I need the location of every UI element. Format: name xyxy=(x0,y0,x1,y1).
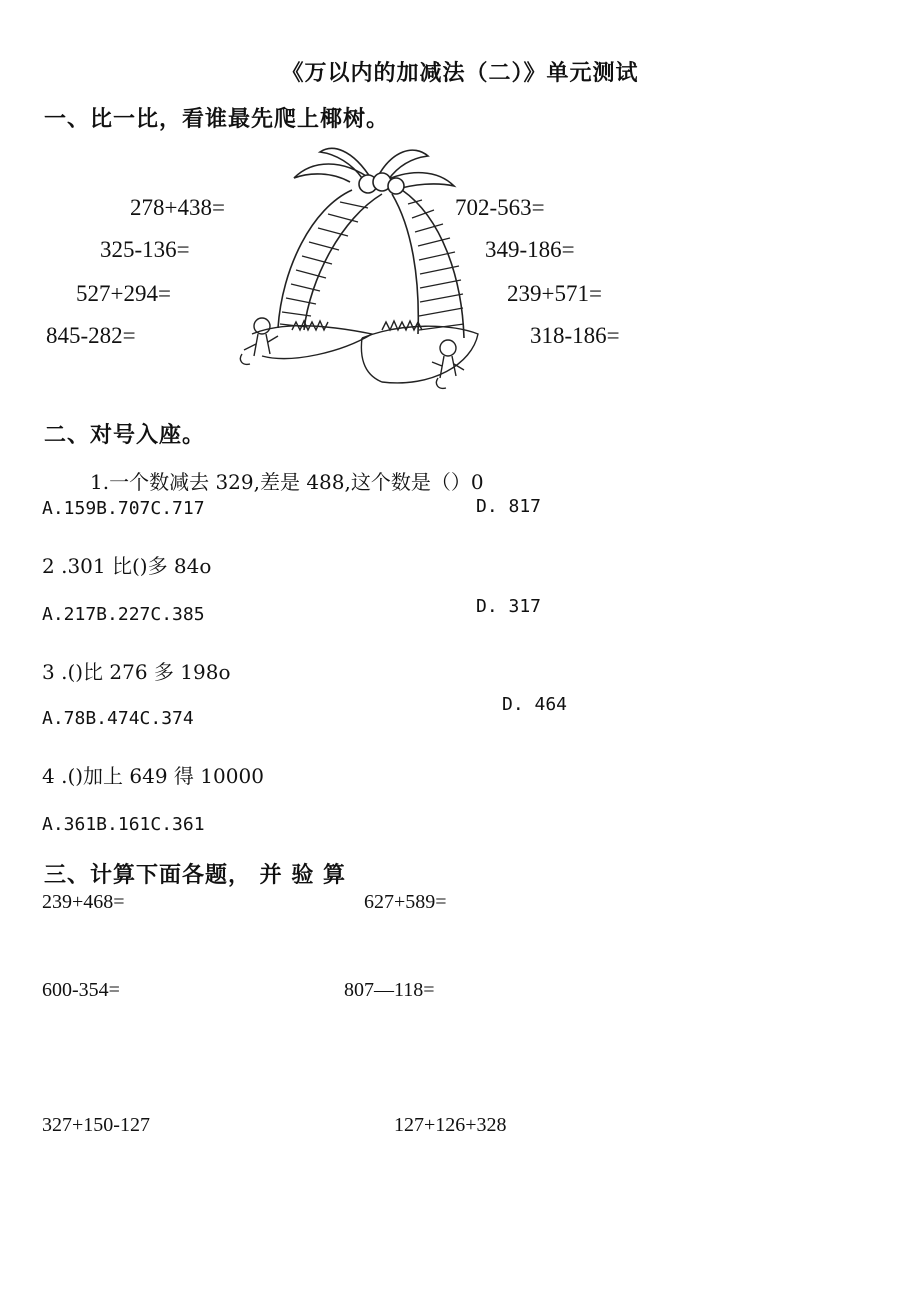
question-2-option-d: D. 317 xyxy=(476,596,542,617)
left-equation-2: 325-136= xyxy=(100,237,190,262)
question-2-text: 2 .301 比()多 84o xyxy=(42,554,212,578)
section-3-heading: 三、计算下面各题， 并 验 算 xyxy=(44,863,346,888)
right-equation-3: 239+571= xyxy=(507,281,602,306)
page-title: 《万以内的加减法（二）》单元测试 xyxy=(281,61,639,86)
section-1-heading: 一、比一比，看谁最先爬上椰树。 xyxy=(44,107,390,132)
question-4-options-abc: A.361B.161C.361 xyxy=(42,814,205,835)
question-4-text: 4 .()加上 649 得 10000 xyxy=(42,764,264,788)
calc-row-3-right: 127+126+328 xyxy=(394,1114,507,1136)
right-equation-2: 349-186= xyxy=(485,237,575,262)
calc-row-3-left: 327+150-127 xyxy=(42,1114,150,1136)
right-equation-4: 318-186= xyxy=(530,323,620,348)
question-3-option-d: D. 464 xyxy=(502,694,568,715)
left-equation-1: 278+438= xyxy=(130,195,225,220)
question-3-options-abc: A.78B.474C.374 xyxy=(42,708,194,729)
left-equation-4: 845-282= xyxy=(46,323,136,348)
calc-row-1-right: 627+589= xyxy=(364,891,447,913)
calc-row-1-left: 239+468= xyxy=(42,891,125,913)
right-equation-1: 702-563= xyxy=(455,195,545,220)
section-2-heading: 二、对号入座。 xyxy=(44,423,206,448)
question-3-text: 3 .()比 276 多 198o xyxy=(42,660,231,684)
question-1-text: 1.一个数减去 329,差是 488,这个数是（）0 xyxy=(90,470,484,494)
question-1-options-abc: A.159B.707C.717 xyxy=(42,498,205,519)
coconut-tree-illustration xyxy=(232,138,482,400)
question-2-options-abc: A.217B.227C.385 xyxy=(42,604,205,625)
calc-row-2-left: 600-354= xyxy=(42,979,120,1001)
calc-row-2-right: 807—118= xyxy=(344,979,435,1001)
left-equation-3: 527+294= xyxy=(76,281,171,306)
question-1-option-d: D. 817 xyxy=(476,496,542,517)
